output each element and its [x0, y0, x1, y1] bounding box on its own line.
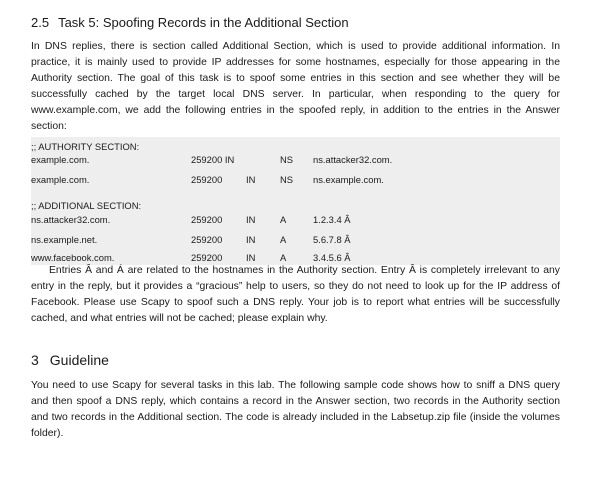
guideline-heading [31, 351, 109, 369]
code-record-class: IN [246, 234, 256, 245]
code-record-type: A [280, 234, 287, 245]
code-record-value: 1.2.3.4 Â [313, 214, 351, 225]
code-record-ttl: 259200 [191, 252, 223, 263]
code-record-value: 3.4.5.6 Â [313, 252, 351, 263]
code-record-type: NS [280, 154, 294, 165]
section-heading [31, 14, 349, 32]
code-record-type: A [280, 252, 287, 263]
code-record-type: NS [280, 174, 294, 185]
code-record-type: A [280, 214, 287, 225]
entries-explanation-paragraph: Entries Â and Á are related to the hostnames in the Authority section. Entry Â is completely irrelevant to any entry in the reply, but it provides a “gracious” help to users, so they do not need to look up for the IP address of Facebook. Please use Scapy to spoof such a DNS reply. Your job is to report what entries will be successfully cached, and what entries will not be cached; please explain why. [31, 265, 560, 324]
code-record-name: example.com. [31, 154, 90, 165]
code-record-ttl: 259200 [191, 174, 223, 185]
code-record-ttl: 259200 [191, 234, 223, 245]
section-title: Task 5: Spoofing Records in the Additional Section [58, 15, 349, 30]
guideline-number: 3 [31, 352, 39, 368]
code-record-name: www.facebook.com. [31, 252, 115, 263]
dns-records-code-block [31, 137, 560, 265]
code-record-value: ns.example.com. [313, 174, 384, 185]
code-record-ttl: 259200 [191, 214, 223, 225]
code-record-value: ns.attacker32.com. [313, 154, 393, 165]
authority-section-header: ;; AUTHORITY SECTION: [31, 141, 140, 152]
code-record-class: IN [246, 214, 256, 225]
code-record-class: IN [246, 252, 256, 263]
code-record-value: 5.6.7.8 Â [313, 234, 351, 245]
code-record-name: ns.attacker32.com. [31, 214, 111, 225]
section-number: 2.5 [31, 15, 50, 30]
code-record-name: example.com. [31, 174, 90, 185]
guideline-paragraph: You need to use Scapy for several tasks in this lab. The following sample code shows how to sniff a DNS query and then spoof a DNS reply, which contains a record in the Answer section, two records in the Authority section and two records in the Additional section. The code is already included in the Labsetup.zip file (inside the volumes folder). [31, 380, 560, 439]
code-record-class: IN [246, 174, 256, 185]
additional-section-header: ;; ADDITIONAL SECTION: [31, 200, 142, 211]
code-record-name: ns.example.net. [31, 234, 98, 245]
code-record-ttl: 259200 IN [191, 154, 235, 165]
intro-paragraph: In DNS replies, there is section called Additional Section, which is used to provide additional information. In practice, it is mainly used to provide IP addresses for some hostnames, especially for those appearing in the Authority section. The goal of this task is to spoof some entries in this section and see whether they will be successfully cached by the target local DNS server. In particular, when responding to the query for www.example.com, we add the following entries in the spoofed reply, in addition to the entries in the Answer section: [31, 41, 560, 132]
guideline-title: Guideline [49, 352, 109, 368]
